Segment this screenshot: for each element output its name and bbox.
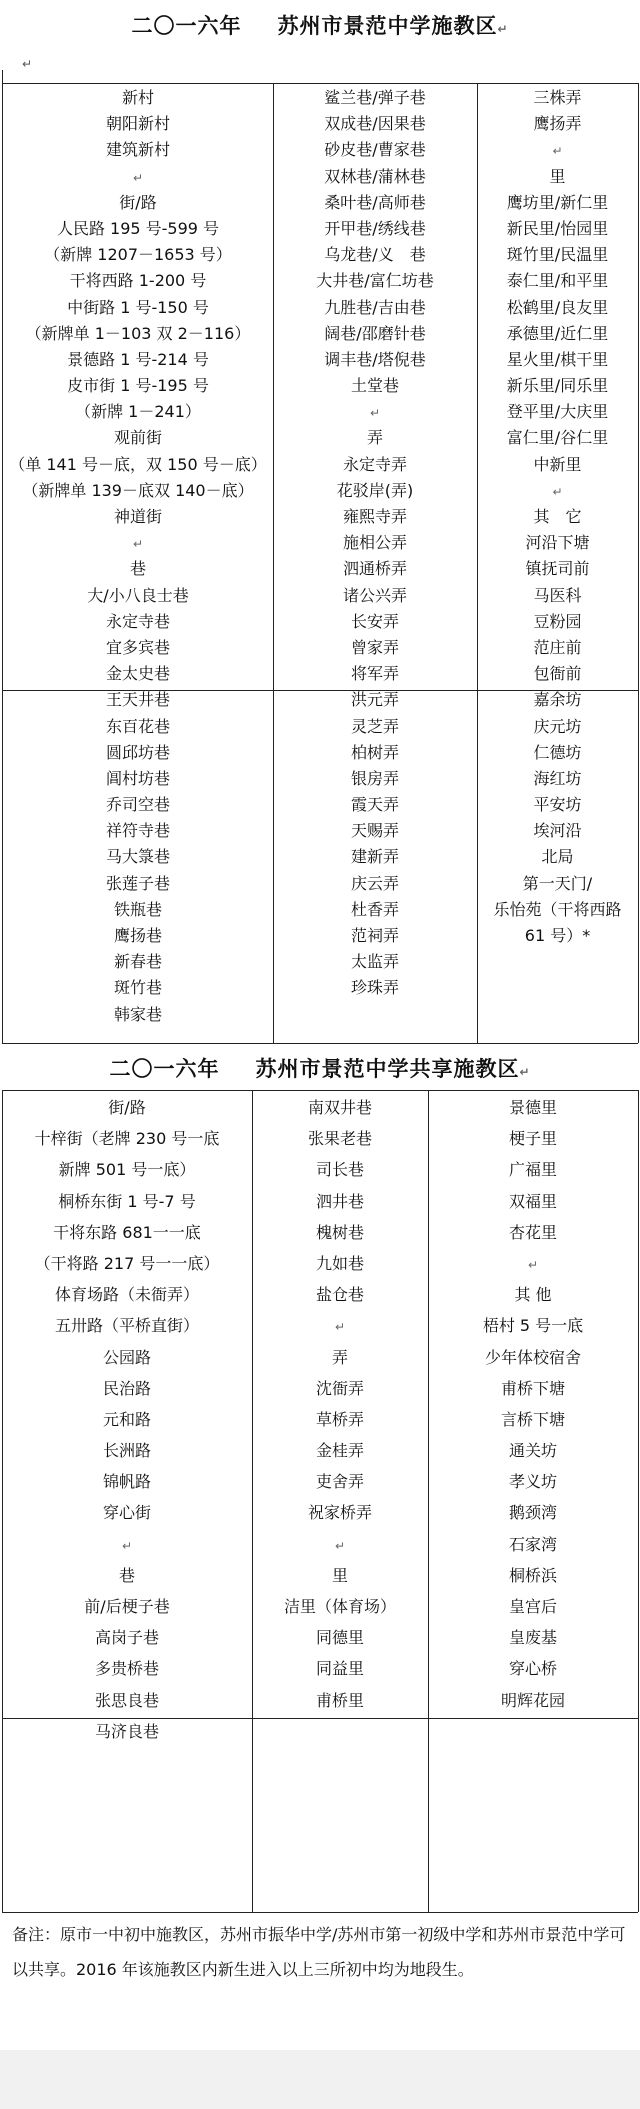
table-cell: 圆邱坊巷 [105, 742, 170, 762]
table-cell: 范祠弄 [350, 926, 399, 945]
table-cell: 人民路 195 号-599 号 [56, 218, 220, 238]
table-cell: 东百花巷 [105, 716, 170, 736]
table-cell: 河沿下塘 [525, 533, 590, 553]
table-cell: 泗通桥弄 [342, 559, 407, 579]
table-col-divider [273, 83, 274, 1043]
table-cell: 祝家桥弄 [307, 1503, 372, 1523]
table-cell: 王天井巷 [105, 690, 170, 710]
table-cell: 金太史巷 [105, 664, 170, 684]
table-border-right [638, 1090, 639, 1912]
table-cell: 其 它 [533, 507, 582, 526]
table-cell: 其 他 [514, 1285, 552, 1305]
table-cell: 皮市街 1 号-195 号 [67, 376, 209, 396]
section1-title: 二〇一六年 苏州市景范中学施教区↵ [131, 14, 509, 38]
table-cell: 弄 [331, 1347, 348, 1367]
table-cell: ↵ [121, 1538, 133, 1553]
table-cell: 霞天弄 [350, 795, 399, 815]
table-cell: 梗子里 [508, 1129, 557, 1149]
table-cell: ↵ [369, 406, 381, 421]
table-cell: 五卅路（平桥直街） [54, 1316, 199, 1336]
table-cell: 少年体校宿舍 [484, 1347, 581, 1367]
table-cell: 多贵桥巷 [94, 1659, 159, 1679]
table-border-bottom [2, 1043, 638, 1044]
table-cell: 曾家弄 [350, 637, 399, 657]
table-cell: 观前街 [113, 428, 162, 448]
table-border-left [2, 1090, 3, 1912]
table-cell: 桑叶巷/高师巷 [324, 192, 426, 212]
table-col-divider [428, 1090, 429, 1912]
table-cell: 银房弄 [350, 768, 399, 788]
table-cell: 第一天门/ [522, 873, 593, 893]
table-cell: 61 号）* [524, 926, 591, 945]
table-cell: 司长巷 [315, 1160, 364, 1180]
table-cell: 平安坊 [533, 795, 582, 815]
table-cell: 星火里/棋干里 [506, 349, 609, 369]
table-cell: 新民里/怡园里 [506, 218, 609, 238]
section1-column-others [479, 85, 636, 949]
table-cell: 大井巷/富仁坊巷 [316, 271, 434, 291]
table-cell: 铁瓶巷 [113, 899, 162, 919]
table-cell: 同德里 [315, 1628, 364, 1648]
table-cell: 新春巷 [113, 952, 162, 972]
table-cell: 双林巷/蒲林巷 [324, 166, 426, 186]
table-cell: 明辉花园 [500, 1690, 565, 1710]
table-cell: 庆云弄 [350, 873, 399, 893]
table-cell: 阊村坊巷 [105, 768, 170, 788]
table-cell: 神道街 [113, 507, 162, 526]
section1-title-year: 二〇一六年 [131, 14, 242, 38]
table-col-divider [252, 1090, 253, 1912]
table-cell: 大/小八良士巷 [87, 585, 189, 605]
table-cell: 双福里 [508, 1191, 557, 1211]
table-cell: 言桥下塘 [500, 1409, 565, 1429]
table-cell: 景德里 [508, 1098, 557, 1117]
table-cell: 永定寺弄 [342, 454, 407, 474]
table-cell: 孝义坊 [508, 1472, 557, 1492]
table-cell: 灵芝弄 [350, 716, 399, 736]
table-cell: 长安弄 [350, 611, 399, 631]
table-cell: 街/路 [119, 192, 157, 212]
table-cell: 乐怡苑（干将西路 [493, 899, 622, 919]
table-cell: 北局 [541, 847, 574, 867]
table-cell: 桐桥浜 [508, 1565, 557, 1585]
page-footer-band [0, 2050, 640, 2109]
table-cell: 干将东路 681一一底 [53, 1222, 201, 1242]
table-cell: 洁里（体育场） [283, 1597, 396, 1616]
table-cell: 九胜巷/吉由巷 [324, 297, 426, 317]
table-cell: 甫桥里 [315, 1690, 364, 1710]
table-cell: 桐桥东街 1 号-7 号 [58, 1191, 196, 1211]
table-cell: 永定寺巷 [105, 611, 170, 631]
table-cell: 甫桥下塘 [500, 1378, 565, 1398]
table-cell: （单 141 号－底，双 150 号－底） [9, 454, 267, 474]
table-cell: 开甲巷/绣线巷 [324, 218, 426, 238]
table-cell: ↵ [334, 1538, 346, 1553]
table-cell: 乔司空巷 [105, 795, 170, 815]
table-cell: 盐仓巷 [315, 1285, 364, 1305]
table-cell: 景德路 1 号-214 号 [67, 349, 209, 369]
table-cell: 范庄前 [533, 637, 582, 657]
table-cell: 包衙前 [533, 664, 582, 684]
table-cell: 调丰巷/塔倪巷 [324, 349, 426, 369]
remark-note: 备注：原市一中初中施教区，苏州市振华中学/苏州市第一初级中学和苏州市景范中学可以共享。2016 年该施教区内新生进入以上三所初中均为地段生。 [12, 1925, 626, 1979]
table-cell: 鲨兰巷/弹子巷 [324, 88, 426, 107]
table-cell: 砂皮巷/曹家巷 [324, 140, 426, 160]
table-cell: 柏树弄 [350, 742, 399, 762]
table-cell: 杜香弄 [350, 899, 399, 919]
table-cell: 张莲子巷 [105, 873, 170, 893]
table-cell: 双成巷/因果巷 [324, 114, 426, 134]
table-cell: 建新弄 [350, 847, 399, 867]
table-cell: 鹰扬巷 [113, 926, 162, 945]
table-cell: 阔巷/邵磨针巷 [324, 323, 426, 343]
table-cell: 弄 [366, 428, 383, 448]
table-border-left [2, 70, 3, 1043]
table-cell: 泗井巷 [315, 1191, 364, 1211]
table-cell: 穿心街 [102, 1503, 151, 1523]
table-cell: ↵ [132, 170, 144, 185]
table-cell: 雍熙寺弄 [342, 507, 407, 526]
table-cell: 皇宫后 [508, 1597, 557, 1616]
table-cell: 马医科 [533, 585, 582, 605]
table-cell: 锦帆路 [102, 1472, 151, 1492]
table-cell: 登平里/大庆里 [506, 402, 609, 422]
table-cell: 埃河沿 [533, 821, 582, 841]
table-cell: （新牌 1－241） [75, 402, 201, 422]
section1-column-lanes [275, 85, 475, 1002]
table-cell: 将军弄 [350, 664, 399, 684]
table-cell: 乌龙巷/义 巷 [324, 245, 426, 265]
table-cell: 穿心桥 [508, 1659, 557, 1679]
table-cell: 鹰扬弄 [533, 114, 582, 134]
table-cell: 建筑新村 [105, 140, 170, 160]
table-cell: 巷 [118, 1565, 135, 1585]
table-cell: 三株弄 [533, 88, 582, 107]
table-cell: 民治路 [102, 1378, 151, 1398]
table-cell: 土堂巷 [350, 376, 399, 396]
table-cell: 梧村 5 号一底 [482, 1316, 584, 1336]
table-cell: ↵ [527, 1257, 539, 1272]
table-cell: 新乐里/同乐里 [506, 376, 609, 396]
table-cell: 天赐弄 [350, 821, 399, 841]
table-cell: 富仁里/谷仁里 [506, 428, 609, 448]
section1-title-name: 苏州市景范中学施教区 [277, 14, 498, 38]
table-cell: 九如巷 [315, 1253, 364, 1273]
table-cell: 马大箓巷 [105, 847, 170, 867]
table-cell: ↵ [552, 144, 563, 159]
section2-column-lanes [254, 1092, 426, 1716]
table-cell: 斑竹里/民温里 [506, 245, 609, 265]
table-border-bottom [2, 1912, 638, 1913]
table-cell: 诸公兴弄 [342, 585, 407, 605]
table-cell: 通关坊 [508, 1441, 557, 1461]
table-cell: 韩家巷 [113, 1004, 162, 1024]
table-border-top [2, 83, 638, 84]
table-cell: 里 [549, 166, 566, 186]
table-cell: 斑竹巷 [113, 978, 162, 998]
table-cell: 张思良巷 [94, 1690, 159, 1710]
table-cell: 新牌 501 号一底） [58, 1160, 196, 1180]
table-cell: 镇抚司前 [525, 559, 590, 579]
table-cell: 广福里 [508, 1160, 557, 1180]
table-cell: 石家湾 [508, 1534, 557, 1554]
table-cell: ↵ [132, 537, 144, 552]
table-cell: 朝阳新村 [105, 114, 170, 134]
table-cell: 巷 [129, 559, 146, 579]
table-cell: 豆粉园 [533, 611, 582, 631]
table-cell: ↵ [334, 1320, 346, 1335]
section2-column-streets [4, 1092, 250, 1747]
table-cell: 杏花里 [508, 1222, 557, 1242]
table-cell: 街/路 [108, 1098, 146, 1117]
table-cell: 鹰坊里/新仁里 [506, 192, 609, 212]
table-cell: 新村 [121, 88, 154, 107]
table-cell: 祥符寺巷 [105, 821, 170, 841]
table-cell: 洪元弄 [350, 690, 399, 710]
table-cell: ↵ [552, 484, 563, 499]
table-cell: 中新里 [533, 454, 582, 474]
table-cell: 吏舍弄 [315, 1472, 364, 1492]
table-cell: 里 [331, 1565, 348, 1585]
table-cell: 宜多宾巷 [105, 637, 170, 657]
table-cell: 高岗子巷 [94, 1628, 159, 1648]
table-cell: 施相公弄 [342, 533, 407, 553]
table-cell: 太监弄 [350, 952, 399, 972]
table-cell: 松鹤里/良友里 [506, 297, 609, 317]
table-cell: 体育场路（未衙弄） [54, 1285, 199, 1305]
table-cell: （新牌单 139－底双 140－底） [22, 480, 254, 500]
table-cell: 槐树巷 [315, 1222, 364, 1242]
table-cell: 公园路 [102, 1347, 151, 1367]
table-cell: 干将西路 1-200 号 [69, 271, 207, 291]
table-cell: 同益里 [315, 1659, 364, 1679]
table-cell: 元和路 [102, 1409, 151, 1429]
table-cell: 前/后梗子巷 [84, 1597, 170, 1616]
section2-title-name: 苏州市景范中学共享施教区 [255, 1057, 520, 1081]
table-cell: 仁德坊 [533, 742, 582, 762]
table-cell: （新牌单 1－103 双 2－116） [25, 323, 251, 343]
table-border-top [2, 1090, 638, 1091]
table-cell: 张果老巷 [307, 1129, 372, 1149]
table-cell: （干将路 217 号一一底） [34, 1253, 220, 1273]
table-cell: 花驳岸(弄) [336, 480, 414, 500]
table-cell: 嘉余坊 [533, 690, 582, 710]
table-cell: 沈衙弄 [315, 1378, 364, 1398]
table-cell: 庆元坊 [533, 716, 582, 736]
section2-column-others [430, 1092, 636, 1716]
table-cell: 金桂弄 [315, 1441, 364, 1461]
table-cell: 中街路 1 号-150 号 [67, 297, 209, 317]
table-cell: 承德里/近仁里 [506, 323, 609, 343]
table-cell: 皇废基 [508, 1628, 557, 1648]
section2-title-year: 二〇一六年 [109, 1057, 220, 1081]
table-cell: 鹅颈湾 [508, 1503, 557, 1523]
table-cell: 长洲路 [102, 1441, 151, 1461]
table-cell: 十梓街（老牌 230 号一底 [34, 1129, 220, 1149]
paragraph-mark: ↵ [22, 57, 33, 71]
table-cell: 珍珠弄 [350, 978, 399, 998]
table-cell: 南双井巷 [307, 1098, 372, 1117]
table-cell: 草桥弄 [315, 1409, 364, 1429]
section1-column-streets [4, 85, 272, 1028]
table-cell: 海红坊 [533, 768, 582, 788]
table-border-right [638, 83, 639, 1043]
table-col-divider [477, 83, 478, 1043]
section2-title: 二〇一六年 苏州市景范中学共享施教区↵ [109, 1057, 531, 1081]
table-cell: 泰仁里/和平里 [506, 271, 609, 291]
table-cell: （新牌 1207－1653 号） [44, 245, 232, 265]
table-cell: 马济良巷 [94, 1721, 159, 1741]
